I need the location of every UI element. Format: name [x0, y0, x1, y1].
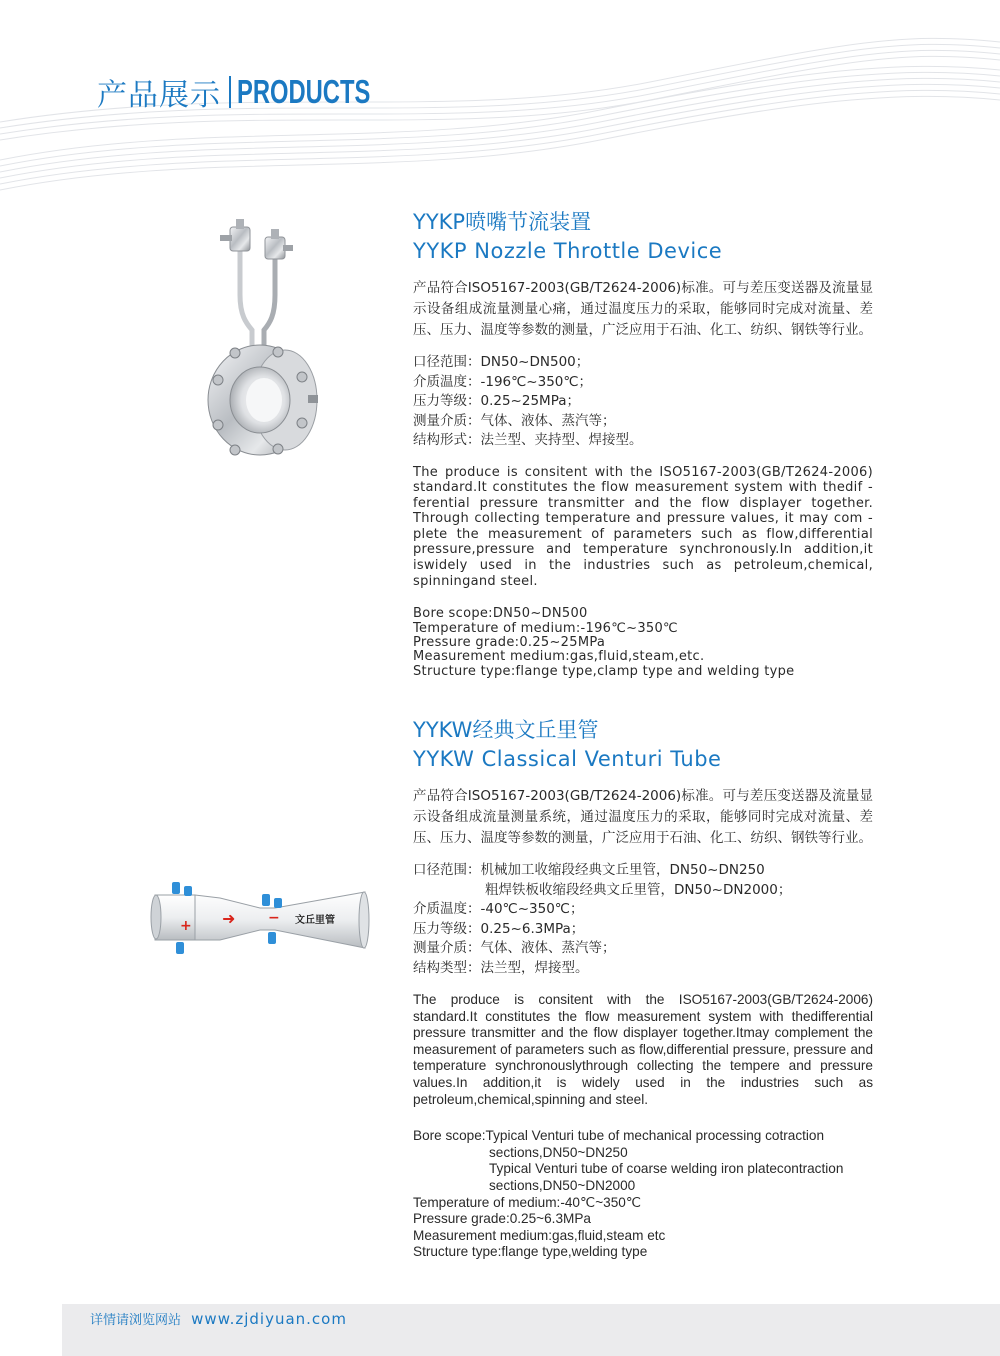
product-description-en: The produce is consitent with the ISO5167-2003(GB/T2624-2006) standard.It constitutes the flow measurement system with thedif -ferential pressure transmitter and the flow displayer together. Through collecting temperature and pressure values, it may com -plete the measurement of parameters such as flow,differential pressure,pressure and temperature synchronously.In addition,it iswidely used in the industries such as petroleum,chemical, spinningand steel. [413, 464, 873, 589]
spec-item: Bore scope:Typical Venturi tube of mechanical processing cotraction [413, 1128, 825, 1144]
minus-label: − [268, 910, 280, 926]
flow-arrow-icon: ➜ [222, 909, 236, 928]
product-title-en: YYKW Classical Venturi Tube [413, 747, 722, 771]
product-description-en: The produce is consitent with the ISO5167-2003(GB/T2624-2006) standard.It constitutes the flow measurement system with thedifferential pressure transmitter and the flow displayer together.Itmay complement the measurement of parameters such as flow,differential pressure, pressure and temperature synchronouslythrough collecting the tempere and pressure values.In addition,it is widely used in the industries such as petroleum,chemical,spinning and steel. [413, 992, 873, 1107]
spec-list-en [413, 607, 873, 679]
product-yykp [413, 208, 873, 679]
spec-item: Temperature of medium:-196℃~350℃ [413, 620, 678, 636]
spec-item: 测量介质：气体、液体、蒸汽等； [413, 940, 616, 956]
venturi-tube-image [150, 860, 370, 970]
spec-item: 口径范围：DN50~DN500； [413, 354, 590, 370]
spec-item: Typical Venturi tube of coarse welding iron platecontraction [489, 1161, 844, 1177]
spec-item: 介质温度：-40℃~350℃； [413, 901, 584, 917]
footer-label: 详情请浏览网站 [90, 1313, 182, 1328]
spec-item: Measurement medium:gas,fluid,steam,etc. [413, 649, 705, 665]
page-title-en: PRODUCTS [237, 73, 371, 110]
spec-list-cn [413, 861, 873, 978]
page-title-cn: 产品展示 [97, 78, 221, 113]
spec-item: 口径范围：机械加工收缩段经典文丘里管，DN50~DN250 [413, 862, 765, 878]
plus-label: + [180, 918, 192, 934]
product-yykw [413, 716, 873, 1261]
spec-item: Structure type:flange type,clamp type and welding type [413, 663, 795, 679]
spec-item: sections,DN50~DN2000 [489, 1177, 636, 1193]
spec-item: 结构类型：法兰型，焊接型。 [413, 959, 589, 976]
spec-item: Temperature of medium:-40℃~350℃ [413, 1194, 642, 1210]
spec-list-en [413, 1128, 873, 1261]
page-header [0, 0, 1000, 200]
spec-item: Pressure grade:0.25~25MPa [413, 635, 606, 651]
spec-item: 粗焊铁板收缩段经典文丘里管，DN50~DN2000； [485, 881, 792, 898]
website-link[interactable]: www.zjdiyuan.com [191, 1310, 347, 1328]
product-title-en: YYKP Nozzle Throttle Device [413, 239, 723, 263]
spec-list-cn [413, 353, 873, 451]
spec-item: 介质温度：-196℃~350℃； [413, 373, 593, 390]
page-footer [62, 1304, 1000, 1356]
product-title-cn: YYKW经典文丘里管 [413, 718, 599, 742]
spec-item: 压力等级：0.25~6.3MPa； [413, 920, 585, 937]
spec-item: 结构形式：法兰型、夹持型、焊接型。 [413, 432, 643, 448]
title-divider [229, 76, 231, 108]
spec-item: Structure type:flange type,welding type [413, 1244, 648, 1260]
spec-item: 测量介质：气体、液体、蒸汽等； [413, 412, 616, 429]
spec-item: 压力等级：0.25~25MPa； [413, 393, 581, 409]
nozzle-throttle-device-image [190, 205, 340, 475]
product-description-cn: 产品符合ISO5167-2003(GB/T2624-2006)标准。可与差压变送器及流量显示设备组成流量测量系统，通过温度压力的采取，能够同时完成对流量、差压、压力、温度等参数的测量，广泛应用于石油、化工、纺织、钢铁等行业。 [413, 788, 873, 846]
product-description-cn: 产品符合ISO5167-2003(GB/T2624-2006)标准。可与差压变送器及流量显示设备组成流量测量心痛，通过温度压力的采取，能够同时完成对流量、差压、压力、温度等参数的测量，广泛应用于石油、化工、纺织、钢铁等行业。 [413, 280, 873, 338]
page-title [97, 70, 422, 114]
venturi-name-label: 文丘里管 [295, 915, 335, 926]
spec-item: Pressure grade:0.25~6.3MPa [413, 1211, 591, 1227]
spec-item: Measurement medium:gas,fluid,steam etc [413, 1227, 666, 1243]
footer-text [90, 1309, 347, 1328]
spec-item: Bore scope:DN50~DN500 [413, 606, 588, 622]
product-title-cn: YYKP喷嘴节流装置 [413, 210, 592, 234]
spec-item: sections,DN50~DN250 [489, 1144, 628, 1160]
